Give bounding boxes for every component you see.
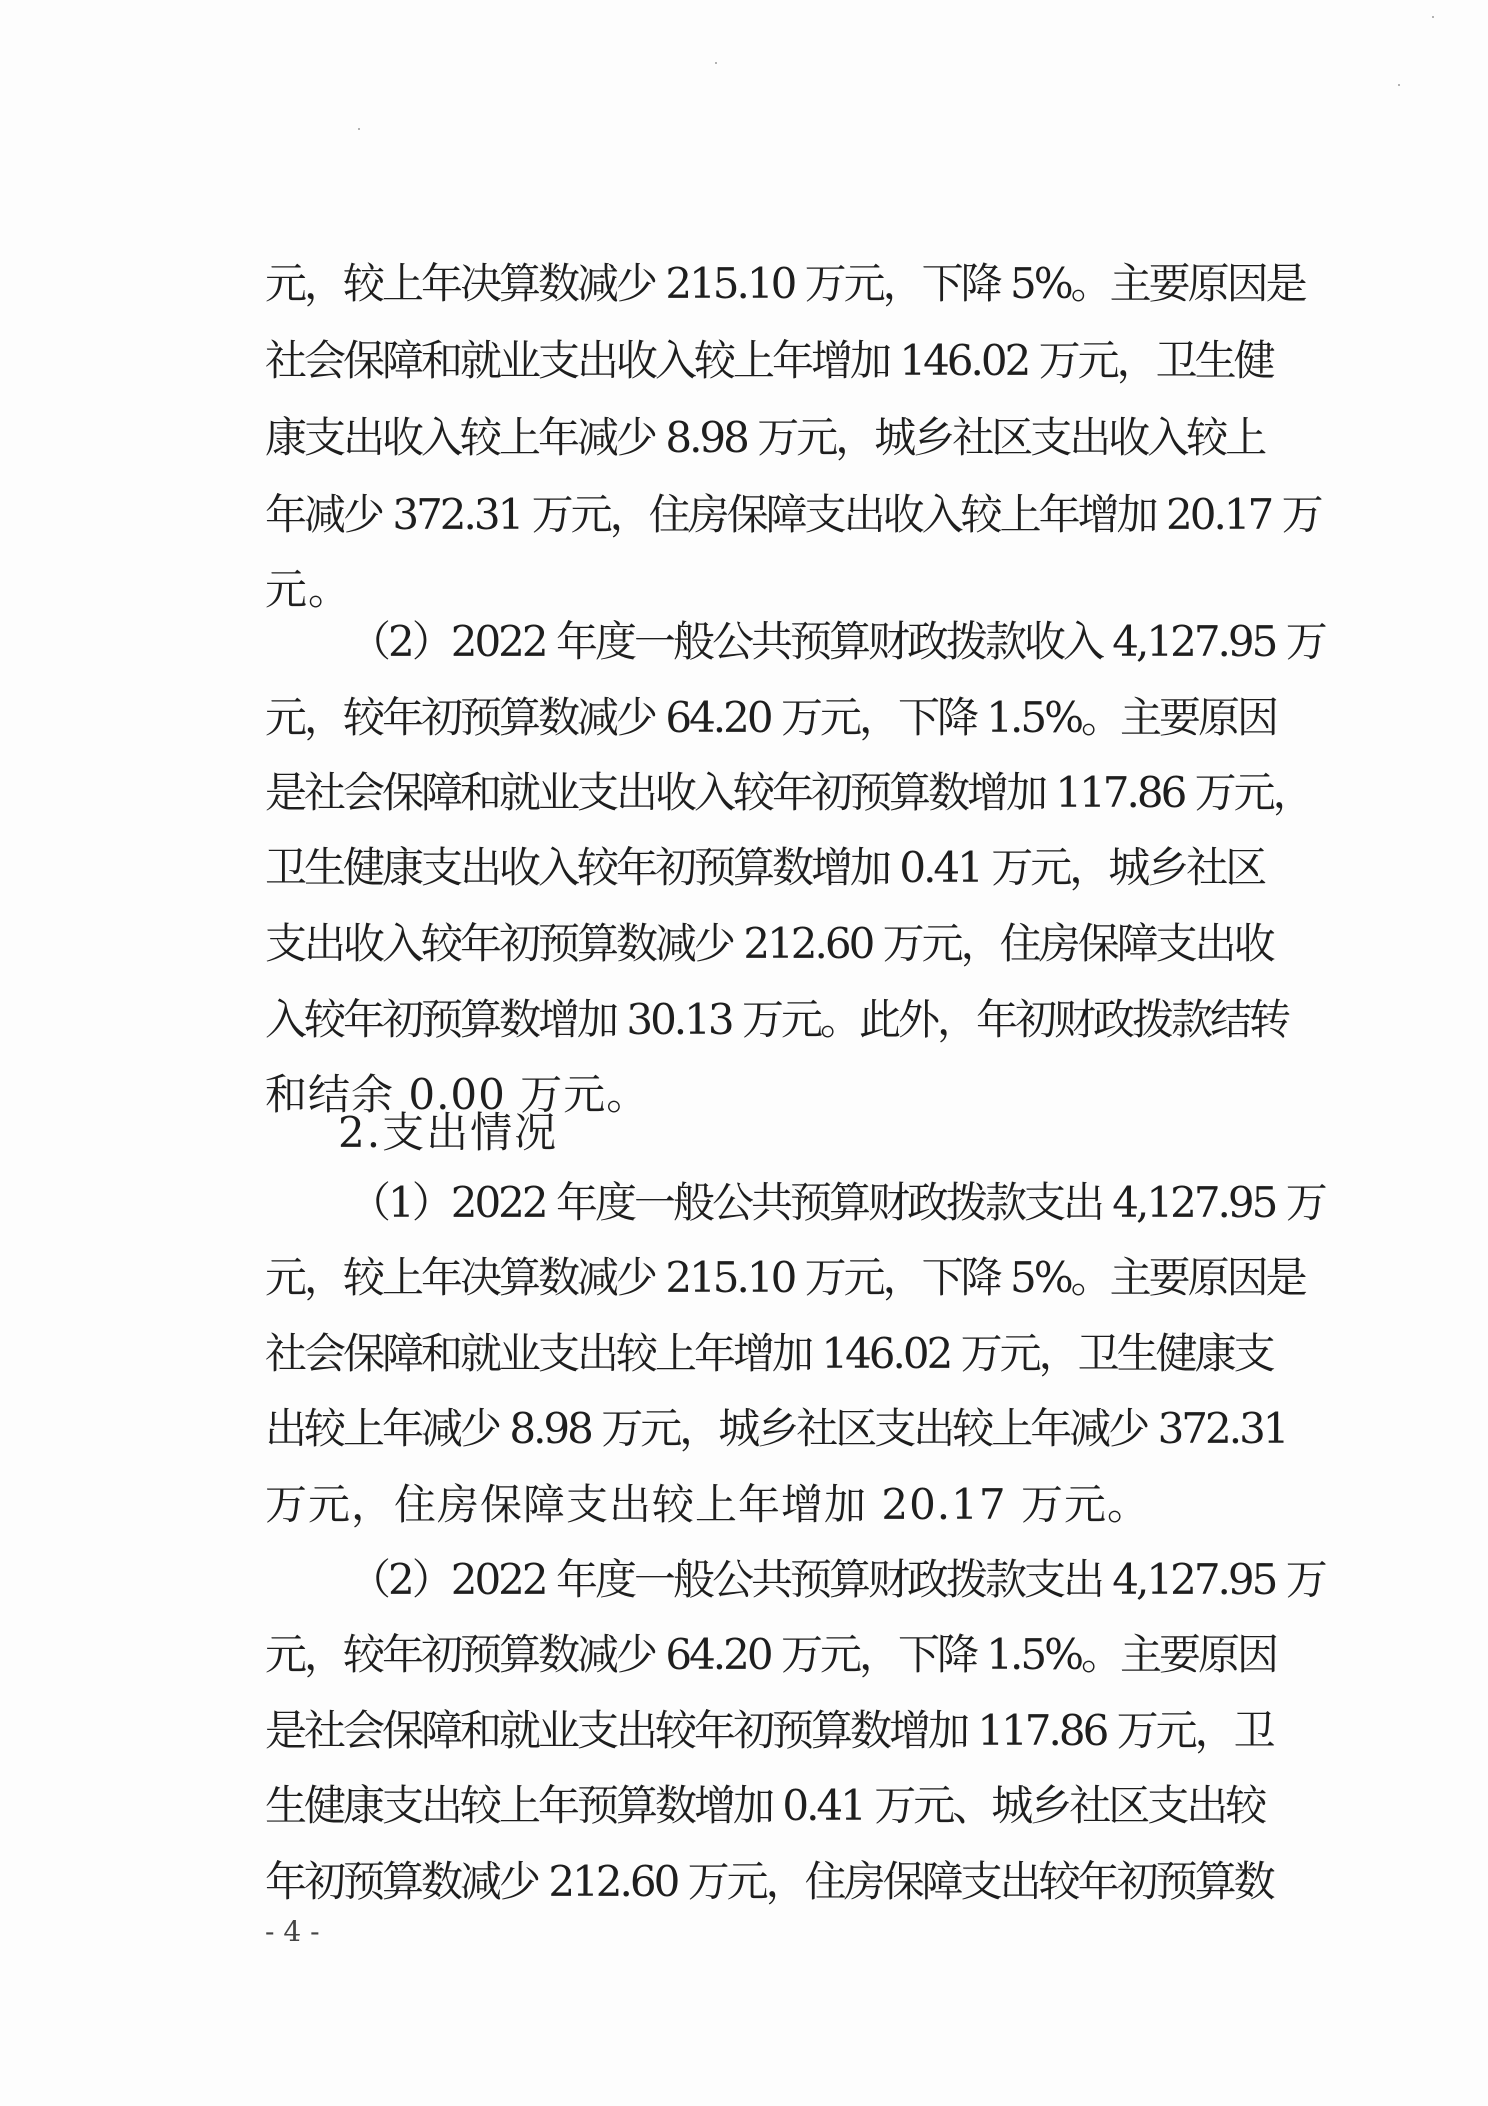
paragraph-2-line: 元，较年初预算数减少 64.20 万元，下降 1.5%。主要原因 <box>265 693 1276 742</box>
paragraph-4-line: 年初预算数减少 212.60 万元，住房保障支出较年初预算数 <box>265 1857 1273 1906</box>
paragraph-2-line: 支出收入较年初预算数减少 212.60 万元，住房保障支出收 <box>265 919 1273 968</box>
scan-speck <box>358 128 360 130</box>
paragraph-1-line: 元。 <box>265 565 352 614</box>
paragraph-3-line: （1）2022 年度一般公共预算财政拨款支出 4,127.95 万 <box>349 1178 1325 1227</box>
paragraph-2-line: （2）2022 年度一般公共预算财政拨款收入 4,127.95 万 <box>349 617 1325 666</box>
paragraph-2-line: 是社会保障和就业支出收入较年初预算数增加 117.86 万元， <box>265 768 1312 817</box>
section-heading: 2.支出情况 <box>338 1108 559 1157</box>
paragraph-4-line: 元，较年初预算数减少 64.20 万元，下降 1.5%。主要原因 <box>265 1630 1276 1679</box>
paragraph-4-line: 是社会保障和就业支出较年初预算数增加 117.86 万元，卫 <box>265 1706 1273 1755</box>
paragraph-2-line: 和结余 0.00 万元。 <box>265 1070 650 1119</box>
paragraph-1-line: 元，较上年决算数减少 215.10 万元，下降 5%。主要原因是 <box>265 259 1305 308</box>
paragraph-1-line: 社会保障和就业支出收入较上年增加 146.02 万元，卫生健 <box>265 336 1273 385</box>
paragraph-3-line: 出较上年减少 8.98 万元，城乡社区支出较上年减少 372.31 <box>265 1404 1287 1453</box>
paragraph-4-line: 生健康支出较上年预算数增加 0.41 万元、城乡社区支出较 <box>265 1781 1265 1830</box>
paragraph-1-line: 康支出收入较上年减少 8.98 万元，城乡社区支出收入较上 <box>265 413 1265 462</box>
scan-speck <box>1432 16 1434 18</box>
paragraph-3-line: 社会保障和就业支出较上年增加 146.02 万元，卫生健康支 <box>265 1329 1273 1378</box>
paragraph-1-line: 年减少 372.31 万元，住房保障支出收入较上年增加 20.17 万 <box>265 490 1321 539</box>
paragraph-3-line: 万元，住房保障支出较上年增加 20.17 万元。 <box>265 1480 1150 1529</box>
scan-speck <box>715 62 717 64</box>
scan-speck <box>1398 84 1400 86</box>
paragraph-2-line: 入较年初预算数增加 30.13 万元。此外，年初财政拨款结转 <box>265 995 1288 1044</box>
paragraph-4-line: （2）2022 年度一般公共预算财政拨款支出 4,127.95 万 <box>349 1555 1325 1604</box>
paragraph-2-line: 卫生健康支出收入较年初预算数增加 0.41 万元，城乡社区 <box>265 843 1265 892</box>
page-number: - 4 - <box>265 1915 320 1948</box>
paragraph-3-line: 元，较上年决算数减少 215.10 万元，下降 5%。主要原因是 <box>265 1253 1305 1302</box>
